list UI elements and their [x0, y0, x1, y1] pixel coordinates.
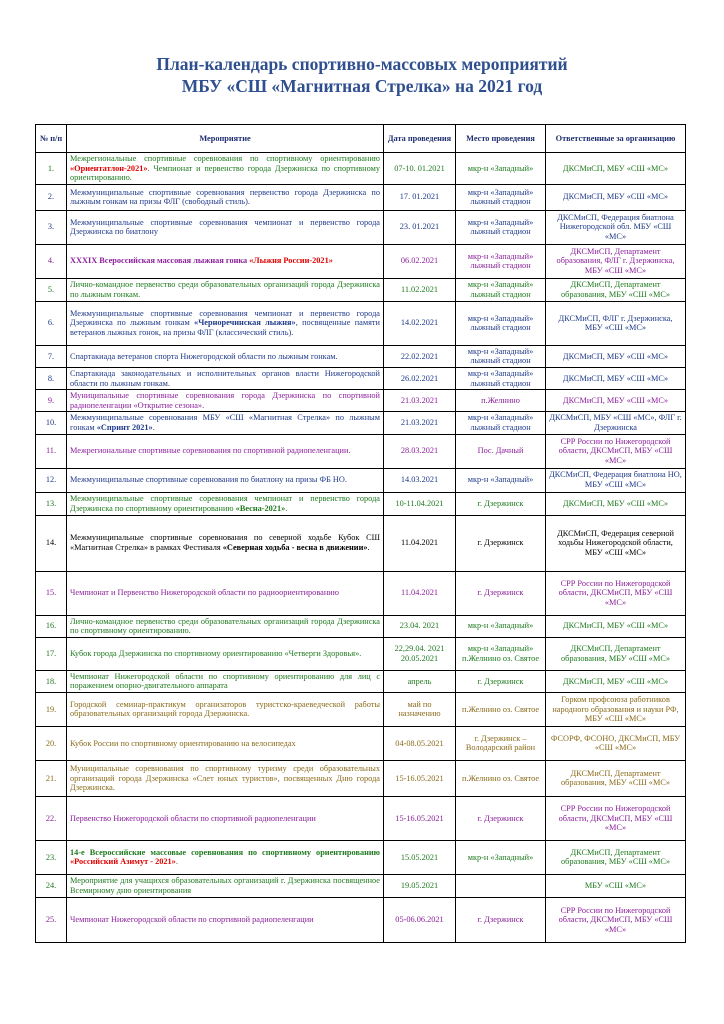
table-row	[36, 571, 686, 615]
table-row	[36, 515, 686, 571]
event-date: 28.03.2021	[384, 434, 456, 468]
event-cell	[67, 412, 384, 434]
header-num: № п/п	[36, 125, 67, 153]
event-cell	[67, 615, 384, 637]
event-date: 23. 01.2021	[384, 210, 456, 244]
event-cell	[67, 210, 384, 244]
event-date: апрель	[384, 670, 456, 692]
event-place: г. Дзержинск	[456, 796, 546, 840]
table-row	[36, 760, 686, 796]
header-date: Дата проведения	[384, 125, 456, 153]
row-number: 14.	[36, 515, 67, 571]
event-date: 21.03.2021	[384, 412, 456, 434]
event-text: Межмуниципальные спортивные соревнования первенство города Дзержинска по лыжным гонкам на призы ФЛГ (свободный стиль).	[70, 187, 380, 207]
event-cell	[67, 184, 384, 210]
event-text: .	[152, 422, 155, 432]
event-place: мкр-н «Западный» лыжный стадион	[456, 210, 546, 244]
row-number: 11.	[36, 434, 67, 468]
event-cell	[67, 760, 384, 796]
table-row	[36, 637, 686, 670]
table-row	[36, 210, 686, 244]
event-date: 17. 01.2021	[384, 184, 456, 210]
event-responsible: ДКСМиСП, МБУ «СШ «МС»	[546, 492, 686, 515]
header-event: Мероприятие	[67, 125, 384, 153]
event-text: Чемпионат и Первенство Нижегородской области по радиоориентированию	[70, 588, 339, 598]
row-number: 6.	[36, 301, 67, 345]
row-number: 21.	[36, 760, 67, 796]
event-text: Межмуниципальные соревнования МБУ «СШ «Магнитная Стрелка» по лыжным гонкам	[70, 413, 380, 432]
document-title	[0, 53, 724, 97]
event-place: Пос. Дачный	[456, 434, 546, 468]
event-text: Чемпионат Нижегородской области по спортивной радиопеленгации	[70, 915, 314, 925]
event-place: мкр-н «Западный» лыжный стадион	[456, 278, 546, 301]
event-place: мкр-н «Западный» п.Желнино оз. Святое	[456, 637, 546, 670]
event-place: г. Дзержинск	[456, 492, 546, 515]
row-number: 19.	[36, 692, 67, 726]
event-responsible: СРР России по Нижегородской области, ДКСМиСП, МБУ «СШ «МС»	[546, 434, 686, 468]
event-text: «Лыжня России-2021»	[249, 256, 333, 266]
row-number: 22.	[36, 796, 67, 840]
table-row	[36, 840, 686, 874]
event-date: 22.02.2021	[384, 345, 456, 367]
event-text: Первенство Нижегородской области по спортивной радиопеленгации	[70, 813, 316, 823]
row-number: 5.	[36, 278, 67, 301]
event-text: . Чемпионат и первенство города Дзержинска по спортивному ориентированию.	[70, 163, 380, 183]
table-row	[36, 692, 686, 726]
event-responsible: Горком профсоюза работников народного образования и науки РФ, МБУ «СШ «МС»	[546, 692, 686, 726]
event-place: мкр-н «Западный»	[456, 153, 546, 185]
table-row	[36, 796, 686, 840]
event-responsible: ДКСМиСП, Федерация северной ходьбы Нижегородской области, МБУ «СШ «МС»	[546, 515, 686, 571]
event-text: «Российский Азимут - 2021»	[70, 857, 176, 867]
event-place: мкр-н «Западный» лыжный стадион	[456, 244, 546, 278]
header-responsible: Ответственные за организацию	[546, 125, 686, 153]
event-cell	[67, 301, 384, 345]
event-cell	[67, 670, 384, 692]
event-responsible: ДКСМиСП, МБУ «СШ «МС»	[546, 345, 686, 367]
table-row	[36, 615, 686, 637]
event-date: 21.03.2021	[384, 390, 456, 412]
table-body	[36, 153, 686, 943]
event-text: .	[175, 857, 178, 867]
table-row	[36, 390, 686, 412]
event-cell	[67, 897, 384, 942]
event-text: 14-е Всероссийские массовые соревнования по спортивному ориентированию	[70, 847, 380, 857]
event-text: Лично-командное первенство среди образовательных организаций города Дзержинска по спортивному ориентированию.	[70, 616, 380, 636]
events-table	[35, 124, 686, 943]
event-cell	[67, 796, 384, 840]
table-row	[36, 367, 686, 389]
row-number: 12.	[36, 468, 67, 492]
event-cell	[67, 153, 384, 185]
event-cell	[67, 515, 384, 571]
event-responsible: ДКСМиСП, МБУ «СШ «МС»	[546, 390, 686, 412]
event-place: мкр-н «Западный» лыжный стадион	[456, 345, 546, 367]
table-row	[36, 153, 686, 185]
event-place	[456, 874, 546, 897]
event-place: п.Желнино	[456, 390, 546, 412]
event-responsible: ДКСМиСП, ФЛГ г. Дзержинска, МБУ «СШ «МС»	[546, 301, 686, 345]
event-cell	[67, 345, 384, 367]
event-responsible: СРР России по Нижегородской области, ДКСМиСП, МБУ «СШ «МС»	[546, 571, 686, 615]
event-text: «Северная ходьба - весна в движении»	[222, 543, 368, 553]
event-place: п.Желнино оз. Святое	[456, 760, 546, 796]
event-text: Городской семинар-практикум организаторов туристско-краеведческой работы образовательных организаций города Дзержинска.	[70, 699, 380, 719]
event-text: .	[285, 503, 288, 513]
table-row	[36, 412, 686, 434]
event-text: Муниципальные соревнования по спортивному туризму среди образовательных организаций города Дзержинска «Слет юных туристов», посвященных Дню города Дзержинска.	[70, 764, 380, 793]
event-place: п.Желнино оз. Святое	[456, 692, 546, 726]
table-row	[36, 301, 686, 345]
event-text: Межмуниципальные спортивные соревнования по северной ходьбе Кубок СШ «Магнитная Стрелка» в рамках Фестиваля	[70, 533, 380, 553]
event-date: 10-11.04.2021	[384, 492, 456, 515]
event-cell	[67, 637, 384, 670]
title-line-2: МБУ «СШ «Магнитная Стрелка» на 2021 год	[181, 76, 543, 96]
event-text: Межмуниципальные спортивные соревнования чемпионат и первенство города Дзержинска по биатлону	[70, 217, 380, 237]
event-text: .	[367, 543, 370, 553]
event-text: Муниципальные спортивные соревнования города Дзержинска по спортивной радиопеленгации «Открытие сезона».	[70, 391, 380, 410]
event-date: 22,29.04. 2021 20.05.2021	[384, 637, 456, 670]
row-number: 18.	[36, 670, 67, 692]
event-responsible: ДКСМиСП, МБУ «СШ «МС»	[546, 367, 686, 389]
table-row	[36, 492, 686, 515]
table-row	[36, 726, 686, 760]
event-place: г. Дзержинск – Володарский район	[456, 726, 546, 760]
event-text: Межрегиональные спортивные соревнования по спортивной радиопеленгации.	[70, 446, 351, 456]
event-text: Кубок города Дзержинска по спортивному ориентированию «Четверги Здоровья».	[70, 648, 362, 658]
event-date: 15.05.2021	[384, 840, 456, 874]
event-responsible: ДКСМиСП, МБУ «СШ «МС»	[546, 184, 686, 210]
event-place: мкр-н «Западный» лыжный стадион	[456, 412, 546, 434]
event-place: мкр-н «Западный»	[456, 840, 546, 874]
event-date: 14.02.2021	[384, 301, 456, 345]
event-text: «Весна-2021»	[235, 503, 286, 513]
event-date: 15-16.05.2021	[384, 796, 456, 840]
event-responsible: СРР России по Нижегородской области, ДКСМиСП, МБУ «СШ «МС»	[546, 897, 686, 942]
event-place: мкр-н «Западный» лыжный стадион	[456, 367, 546, 389]
table-row	[36, 244, 686, 278]
event-responsible: ДКСМиСП, МБУ «СШ «МС»	[546, 670, 686, 692]
row-number: 10.	[36, 412, 67, 434]
event-responsible: ДКСМиСП, Федерация биатлона Нижегородской обл. МБУ «СШ «МС»	[546, 210, 686, 244]
event-cell	[67, 278, 384, 301]
event-date: 11.04.2021	[384, 571, 456, 615]
row-number: 25.	[36, 897, 67, 942]
row-number: 9.	[36, 390, 67, 412]
event-cell	[67, 468, 384, 492]
event-cell	[67, 874, 384, 897]
row-number: 3.	[36, 210, 67, 244]
event-date: 06.02.2021	[384, 244, 456, 278]
event-place: мкр-н «Западный»	[456, 615, 546, 637]
event-cell	[67, 434, 384, 468]
event-responsible: ФСОРФ, ФСОНО, ДКСМиСП, МБУ «СШ «МС»	[546, 726, 686, 760]
event-date: 11.02.2021	[384, 278, 456, 301]
event-date: 07-10. 01.2021	[384, 153, 456, 185]
event-place: мкр-н «Западный» лыжный стадион	[456, 301, 546, 345]
table-row	[36, 468, 686, 492]
event-date: 23.04. 2021	[384, 615, 456, 637]
row-number: 4.	[36, 244, 67, 278]
event-responsible: ДКСМиСП, Департамент образования, МБУ «СШ «МС»	[546, 840, 686, 874]
row-number: 2.	[36, 184, 67, 210]
event-date: 15-16.05.2021	[384, 760, 456, 796]
event-responsible: ДКСМиСП, Департамент образования, ФЛГ г. Дзержинска, МБУ «СШ «МС»	[546, 244, 686, 278]
event-responsible: ДКСМиСП, МБУ «СШ «МС»	[546, 615, 686, 637]
event-text: Лично-командное первенство среди образовательных организаций города Дзержинска по лыжным гонкам.	[70, 280, 380, 299]
event-place: г. Дзержинск	[456, 897, 546, 942]
event-text: Кубок России по спортивному ориентированию на велосипедах	[70, 738, 296, 748]
event-place: мкр-н «Западный» лыжный стадион	[456, 184, 546, 210]
event-text: Межмуниципальные спортивные соревнования чемпионат и первенство города Дзержинска по лыжным гонкам	[70, 308, 380, 328]
event-date: 26.02.2021	[384, 367, 456, 389]
event-date: 11.04.2021	[384, 515, 456, 571]
event-date: 05-06.06.2021	[384, 897, 456, 942]
event-text: Межмуниципальные спортивные соревнования чемпионат и первенство города Дзержинска по спортивному ориентированию	[70, 493, 380, 513]
table-row	[36, 345, 686, 367]
event-cell	[67, 244, 384, 278]
row-number: 15.	[36, 571, 67, 615]
event-text: Межрегиональные спортивные соревнования по спортивному ориентированию	[70, 154, 380, 163]
table-header-row	[36, 125, 686, 153]
row-number: 13.	[36, 492, 67, 515]
table-row	[36, 897, 686, 942]
event-place: г. Дзержинск	[456, 571, 546, 615]
event-date: 14.03.2021	[384, 468, 456, 492]
event-cell	[67, 390, 384, 412]
event-responsible: ДКСМиСП, Департамент образования, МБУ «СШ «МС»	[546, 637, 686, 670]
event-text: Мероприятие для учащихся образовательных организаций г. Дзержинска посвященное Всемирному дню ориентирования	[70, 876, 380, 895]
event-cell	[67, 726, 384, 760]
row-number: 24.	[36, 874, 67, 897]
event-text: Межмуниципальные спортивные соревнования по биатлону на призы ФБ НО.	[70, 475, 347, 485]
table-row	[36, 434, 686, 468]
event-responsible: ДКСМиСП, МБУ «СШ «МС»	[546, 153, 686, 185]
event-date: 04-08.05.2021	[384, 726, 456, 760]
event-text: Спартакиада ветеранов спорта Нижегородской области по лыжным гонкам.	[70, 351, 338, 361]
event-responsible: ДКСМиСП, МБУ «СШ «МС», ФЛГ г. Дзержинска	[546, 412, 686, 434]
row-number: 8.	[36, 367, 67, 389]
row-number: 16.	[36, 615, 67, 637]
event-place: г. Дзержинск	[456, 670, 546, 692]
event-text: «Спринт 2021»	[96, 422, 153, 432]
table-row	[36, 874, 686, 897]
event-cell	[67, 367, 384, 389]
event-text: , посвященные памяти ветеранов лыжных гонок, на призы ФЛГ (классический стиль).	[70, 318, 380, 338]
event-text: Чемпионат Нижегородской области по спортивному ориентированию для лиц с поражением опорно-двигательного аппарата	[70, 671, 380, 691]
row-number: 1.	[36, 153, 67, 185]
row-number: 7.	[36, 345, 67, 367]
event-responsible: ДКСМиСП, Федерация биатлона НО, МБУ «СШ «МС»	[546, 468, 686, 492]
row-number: 17.	[36, 637, 67, 670]
title-line-1: План-календарь спортивно-массовых мероприятий	[156, 54, 568, 74]
event-date: май по назначению	[384, 692, 456, 726]
table-row	[36, 184, 686, 210]
row-number: 23.	[36, 840, 67, 874]
event-responsible: ДКСМиСП, Департамент образования, МБУ «СШ «МС»	[546, 278, 686, 301]
event-cell	[67, 840, 384, 874]
event-text: Спартакиада законодательных и исполнительных органов власти Нижегородской области по лыжным гонкам.	[70, 368, 380, 388]
event-text: «Ориентатлон-2021»	[70, 163, 148, 173]
event-text: «Черноречинская лыжня»	[194, 318, 296, 328]
event-cell	[67, 692, 384, 726]
event-cell	[67, 492, 384, 515]
event-place: г. Дзержинск	[456, 515, 546, 571]
event-cell	[67, 571, 384, 615]
table-row	[36, 670, 686, 692]
event-responsible: МБУ «СШ «МС»	[546, 874, 686, 897]
header-place: Место проведения	[456, 125, 546, 153]
event-text: XXXIX Всероссийская массовая лыжная гонка	[70, 256, 250, 266]
event-place: мкр-н «Западный»	[456, 468, 546, 492]
event-responsible: СРР России по Нижегородской области, ДКСМиСП, МБУ «СШ «МС»	[546, 796, 686, 840]
row-number: 20.	[36, 726, 67, 760]
event-date: 19.05.2021	[384, 874, 456, 897]
table-row	[36, 278, 686, 301]
event-responsible: ДКСМиСП, Департамент образования, МБУ «СШ «МС»	[546, 760, 686, 796]
